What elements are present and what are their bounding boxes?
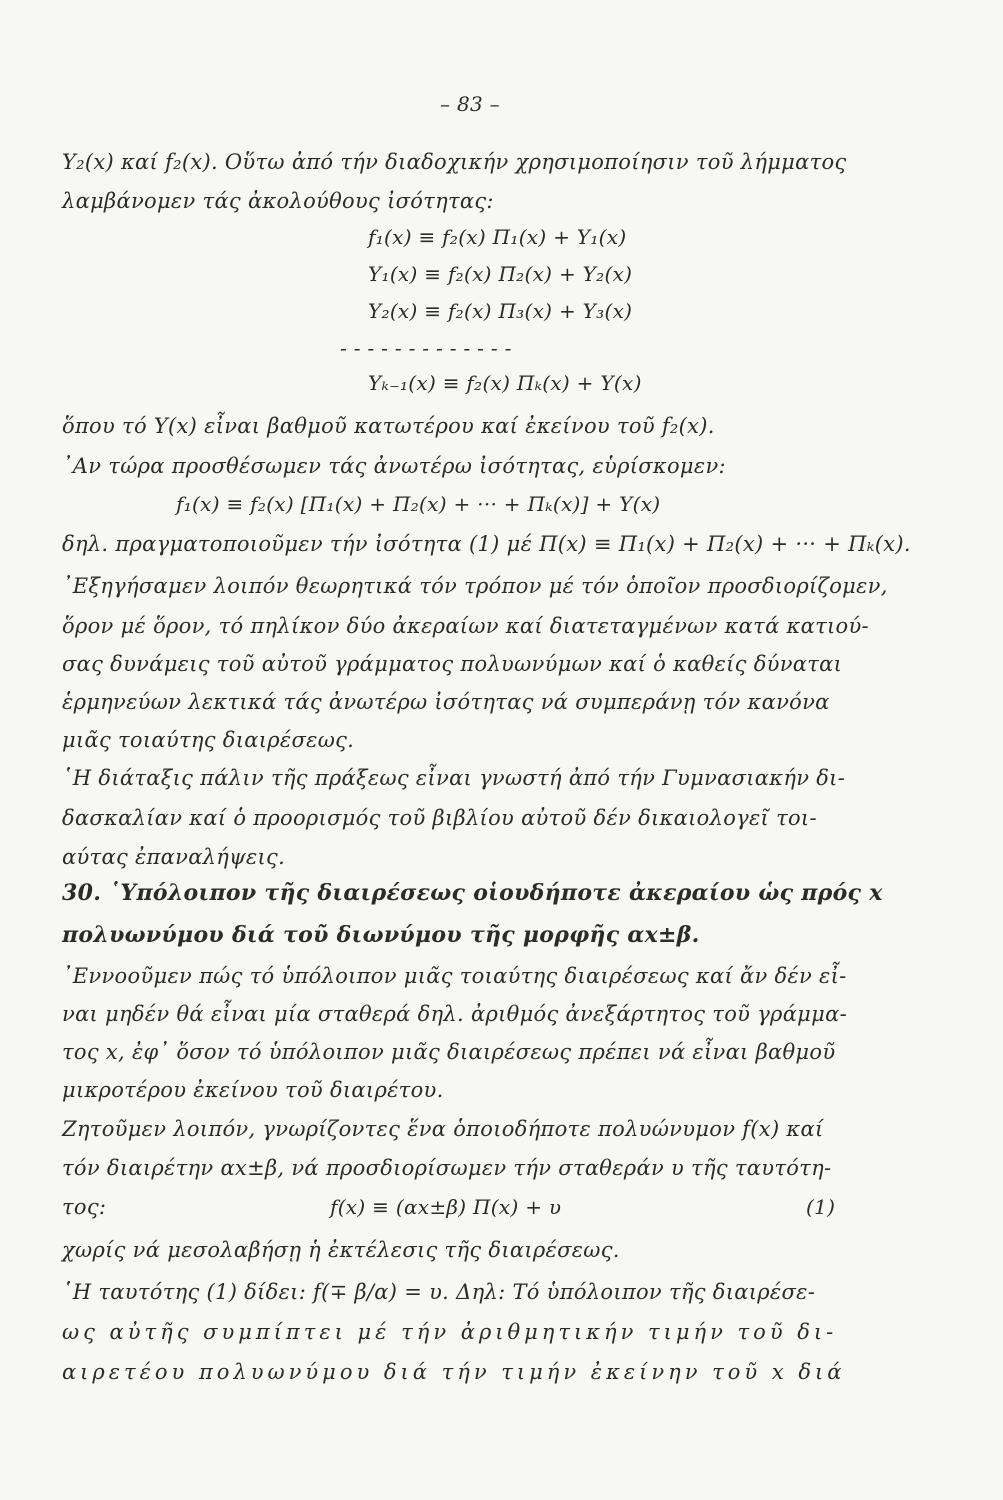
text-line: ως αὐτῆς συμπίπτει μέ τήν ἀριθμητικήν τιμήν τοῦ δι-	[62, 1320, 838, 1344]
text-line: Υ₂(x) καί f₂(x). Οὕτω ἀπό τήν διαδοχικήν χρησιμοποίησιν τοῦ λήμματος	[62, 150, 847, 174]
page-number: – 83 –	[440, 92, 500, 116]
section-heading: πολυωνύμου διά τοῦ διωνύμου τῆς μορφῆς αx±β.	[62, 922, 700, 948]
text-line: δηλ. πραγματοποιοῦμεν τήν ἰσότητα (1) μέ Π(x) ≡ Π₁(x) + Π₂(x) + ··· + Πₖ(x).	[62, 532, 911, 556]
text-line: τος:	[62, 1195, 107, 1219]
text-line: λαμβάνομεν τάς ἀκολούθους ἰσότητας:	[62, 189, 494, 213]
equation-line: Υ₁(x) ≡ f₂(x) Π₂(x) + Υ₂(x)	[368, 262, 633, 286]
text-line: ῾Η ταυτότης (1) δίδει: f(∓ β/α) = υ. Δηλ: Τό ὑπόλοιπον τῆς διαιρέσε-	[62, 1280, 816, 1304]
equation-line: f₁(x) ≡ f₂(x) Π₁(x) + Υ₁(x)	[368, 225, 627, 249]
text-line: αιρετέου πολυωνύμου διά τήν τιμήν ἐκείνην τοῦ x διά	[62, 1360, 846, 1384]
text-line: ναι μηδέν θά εἶναι μία σταθερά δηλ. ἀριθμός ἀνεξάρτητος τοῦ γράμμα-	[62, 1002, 847, 1026]
text-line: ᾽Εξηγήσαμεν λοιπόν θεωρητικά τόν τρόπον μέ τόν ὁποῖον προσδιορίζομεν,	[62, 574, 888, 598]
text-line: μιᾶς τοιαύτης διαιρέσεως.	[62, 728, 355, 752]
text-line: ᾽Αν τώρα προσθέσωμεν τάς ἀνωτέρω ἰσότητας, εὑρίσκομεν:	[62, 454, 726, 478]
text-line: ἑρμηνεύων λεκτικά τάς ἀνωτέρω ἰσότητας νά συμπεράνῃ τόν κανόνα	[62, 690, 830, 714]
section-heading: 30. ῾Υπόλοιπον τῆς διαιρέσεως οἱουδήποτε ἀκεραίου ὡς πρός x	[62, 880, 883, 906]
equation-line: Υₖ₋₁(x) ≡ f₂(x) Πₖ(x) + Υ(x)	[368, 371, 642, 395]
text-line: αύτας ἐπαναλήψεις.	[62, 845, 286, 869]
equation-ellipsis: - - - - - - - - - - - - -	[340, 336, 512, 360]
text-line: Ζητοῦμεν λοιπόν, γνωρίζοντες ἕνα ὁποιοδήποτε πολυώνυμον f(x) καί	[62, 1117, 824, 1141]
text-line: ὅπου τό Υ(x) εἶναι βαθμοῦ κατωτέρου καί ἐκείνου τοῦ f₂(x).	[62, 414, 715, 438]
text-line: χωρίς νά μεσολαβήσῃ ἡ ἐκτέλεσις τῆς διαιρέσεως.	[62, 1238, 620, 1262]
text-line: ὅρον μέ ὅρον, τό πηλίκον δύο ἀκεραίων καί διατεταγμένων κατά κατιού-	[62, 614, 869, 638]
equation-line: Υ₂(x) ≡ f₂(x) Π₃(x) + Υ₃(x)	[368, 299, 633, 323]
text-line: μικροτέρου ἐκείνου τοῦ διαιρέτου.	[62, 1078, 444, 1102]
text-line: τόν διαιρέτην αx±β, νά προσδιορίσωμεν τήν σταθεράν υ τῆς ταυτότη-	[62, 1156, 832, 1180]
text-line: σας δυνάμεις τοῦ αὐτοῦ γράμματος πολυωνύμων καί ὁ καθείς δύναται	[62, 652, 843, 676]
equation-line: f₁(x) ≡ f₂(x) [Π₁(x) + Π₂(x) + ··· + Πₖ(x)] + Υ(x)	[176, 492, 661, 516]
text-line: ῾Η διάταξις πάλιν τῆς πράξεως εἶναι γνωστή ἀπό τήν Γυμνασιακήν δι-	[62, 766, 846, 790]
equation-number: (1)	[806, 1195, 836, 1219]
text-line: ᾽Εννοοῦμεν πώς τό ὑπόλοιπον μιᾶς τοιαύτης διαιρέσεως καί ἄν δέν εἶ-	[62, 964, 847, 988]
equation-line: f(x) ≡ (αx±β) Π(x) + υ	[330, 1195, 562, 1219]
text-line: τος x, ἐφ᾽ ὅσον τό ὑπόλοιπον μιᾶς διαιρέσεως πρέπει νά εἶναι βαθμοῦ	[62, 1040, 836, 1064]
text-line: δασκαλίαν καί ὁ προορισμός τοῦ βιβλίου αὐτοῦ δέν δικαιολογεῖ τοι-	[62, 806, 817, 830]
